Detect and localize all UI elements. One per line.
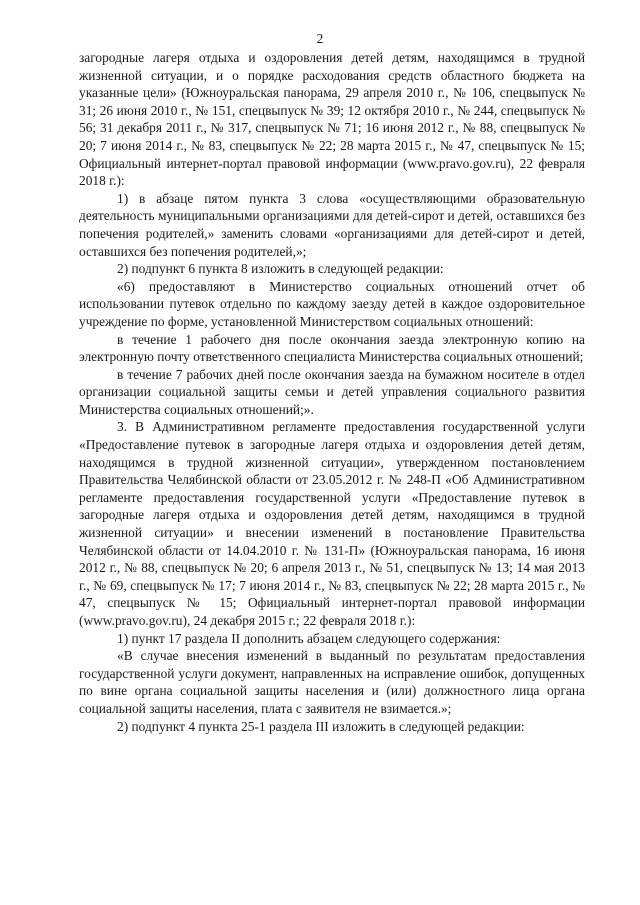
page-number: 2 (316, 31, 324, 46)
paragraph-subpoint-6: «6) предоставляют в Министерство социальных отношений отчет об использовании путевок отдельно по каждому заезду детей в каждое оздоровительное учреждение по форме, установленной Министерством социальных отношений: (79, 278, 585, 329)
paragraph-intro-continuation: загородные лагеря отдыха и оздоровления детей детям, находящимся в трудной жизненной ситуации, и о порядке расходования средств областного бюджета на указанные цели» (Южноуральская панорама, 29 апреля 2010 г., № 106, спецвыпуск № 31; 26 июня 2010 г., № 151, спецвыпуск № 39; 12 октября 2010 г., № 244, спецвыпуск № 56; 31 декабря 2011 г., № 317, спецвыпуск № 71; 16 июня 2012 г., № 88, спецвыпуск № 20; 7 июня 2014 г., № 83, спецвыпуск № 22; 28 марта 2015 г., № 47, спецвыпуск № 15; Официальный интернет-портал правовой информации (www.pravo.gov.ru), 22 февраля 2018 г.): (79, 50, 585, 189)
paragraph-fee-clause: «В случае внесения изменений в выданный по результатам предоставления государственной услуги документ, направленных на исправление ошибок, допущенных по вине органа социальной защиты населения и (или) должностного лица органа социальной защиты населения, плата с заявителя не взимается.»; (79, 648, 585, 716)
document-body (79, 49, 585, 735)
paragraph-paper-copy: в течение 7 рабочих дней после окончания заезда на бумажном носителе в отдел организации социальной защиты семьи и детей управления социального развития Министерства социальных отношений;». (79, 366, 585, 417)
paragraph-electronic-copy: в течение 1 рабочего дня после окончания заезда электронную копию на электронную почту ответственного специалиста Министерства социальных отношений; (79, 331, 585, 365)
paragraph-section-3: 3. В Административном регламенте предоставления государственной услуги «Предоставление путевок в загородные лагеря отдыха и оздоровления детей детям, находящимся в трудной жизненной ситуации», утвержденном постановлением Правительства Челябинской области от 23.05.2012 г. № 248-П «Об Административном регламенте предоставления государственной услуги «Предоставление путевок в загородные лагеря отдыха и оздоровления детей детям, находящимся в трудной жизненной ситуации» и внесении изменений в постановление Правительства Челябинской области от 14.04.2010 г. № 131-П» (Южноуральская панорама, 16 июня 2012 г., № 88, спецвыпуск № 20; 6 апреля 2013 г., № 51, спецвыпуск № 13; 14 мая 2013 г., № 69, спецвыпуск № 17; 7 июня 2014 г., № 83, спецвыпуск № 22; 28 марта 2015 г., № 47, спецвыпуск № 15; Официальный интернет-портал правовой информации (www.pravo.gov.ru), 24 декабря 2015 г.; 22 февраля 2018 г.): (79, 419, 585, 628)
paragraph-point-25-1: 2) подпункт 4 пункта 25-1 раздела III изложить в следующей редакции: (117, 718, 525, 734)
paragraph-amendment-1: 1) в абзаце пятом пункта 3 слова «осуществляющими образовательную деятельность муниципальными организациями для детей-сирот и детей, оставшихся без попечения родителей,» заменить словами «организациями для детей-сирот и детей, оставшихся без попечения родителей,»; (79, 190, 585, 259)
paragraph-point-17: 1) пункт 17 раздела II дополнить абзацем следующего содержания: (117, 630, 501, 646)
paragraph-amendment-2: 2) подпункт 6 пункта 8 изложить в следующей редакции: (117, 261, 444, 277)
